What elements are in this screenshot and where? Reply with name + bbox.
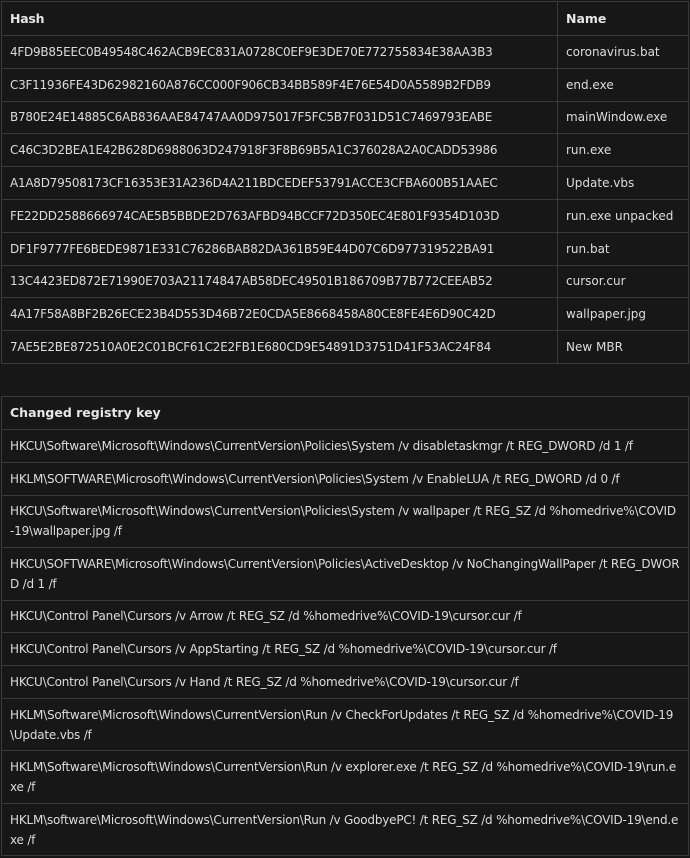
- registry-key-cell: HKLM\Software\Microsoft\Windows\CurrentVersion\Run /v CheckForUpdates /t REG_SZ /d %homedrive%\COVID-19\Update.vbs /f: [2, 698, 689, 751]
- filename-cell: wallpaper.jpg: [558, 298, 689, 331]
- hash-cell: DF1F9777FE6BEDE9871E331C76286BAB82DA361B59E44D07C6D977319522BA91: [2, 232, 558, 265]
- table-row: [2, 101, 689, 134]
- hash-table: [1, 1, 689, 364]
- registry-key-cell: HKLM\Software\Microsoft\Windows\CurrentVersion\Run /v explorer.exe /t REG_SZ /d %homedrive%\COVID-19\run.exe /f: [2, 751, 689, 804]
- hash-cell: C46C3D2BEA1E42B628D6988063D247918F3F8B69B5A1C376028A2A0CADD53986: [2, 134, 558, 167]
- hash-cell: 4FD9B85EEC0B49548C462ACB9EC831A0728C0EF9E3DE70E772755834E38AA3B3: [2, 36, 558, 69]
- registry-key-cell: HKCU\Software\Microsoft\Windows\CurrentVersion\Policies\System /v disabletaskmgr /t REG_DWORD /d 1 /f: [2, 429, 689, 462]
- filename-cell: coronavirus.bat: [558, 36, 689, 69]
- table-row: [2, 265, 689, 298]
- filename-cell: run.exe: [558, 134, 689, 167]
- hash-cell: B780E24E14885C6AB836AAE84747AA0D975017F5FC5B7F031D51C7469793EABE: [2, 101, 558, 134]
- table-row: [2, 462, 689, 495]
- registry-column-header: Changed registry key: [2, 396, 689, 429]
- name-column-header: Name: [558, 2, 689, 36]
- filename-cell: run.exe unpacked: [558, 199, 689, 232]
- table-row: [2, 495, 689, 548]
- hash-cell: 13C4423ED872E71990E703A21174847AB58DEC49501B186709B77B772CEEAB52: [2, 265, 558, 298]
- hash-table-header-row: [2, 2, 689, 36]
- filename-cell: New MBR: [558, 331, 689, 364]
- registry-key-cell: HKCU\Control Panel\Cursors /v AppStarting /t REG_SZ /d %homedrive%\COVID-19\cursor.cur /f: [2, 633, 689, 666]
- table-row: [2, 600, 689, 633]
- table-row: [2, 167, 689, 200]
- table-row: [2, 68, 689, 101]
- table-row: [2, 331, 689, 364]
- registry-key-cell: HKLM\software\Microsoft\Windows\CurrentVersion\Run /v GoodbyePC! /t REG_SZ /d %homedrive%\COVID-19\end.exe /f: [2, 803, 689, 856]
- registry-table: [1, 396, 689, 856]
- hash-cell: C3F11936FE43D62982160A876CC000F906CB34BB589F4E76E54D0A5589B2FDB9: [2, 68, 558, 101]
- table-row: [2, 633, 689, 666]
- filename-cell: end.exe: [558, 68, 689, 101]
- registry-key-cell: HKCU\SOFTWARE\Microsoft\Windows\CurrentVersion\Policies\ActiveDesktop /v NoChangingWallPaper /t REG_DWORD /d 1 /f: [2, 548, 689, 601]
- hash-cell: 7AE5E2BE872510A0E2C01BCF61C2E2FB1E680CD9E54891D3751D41F53AC24F84: [2, 331, 558, 364]
- table-row: [2, 666, 689, 699]
- filename-cell: cursor.cur: [558, 265, 689, 298]
- registry-key-cell: HKCU\Control Panel\Cursors /v Hand /t REG_SZ /d %homedrive%\COVID-19\cursor.cur /f: [2, 666, 689, 699]
- table-row: [2, 751, 689, 804]
- filename-cell: run.bat: [558, 232, 689, 265]
- registry-key-cell: HKCU\Software\Microsoft\Windows\CurrentVersion\Policies\System /v wallpaper /t REG_SZ /d %homedrive%\COVID-19\wallpaper.jpg /f: [2, 495, 689, 548]
- hash-cell: 4A17F58A8BF2B26ECE23B4D553D46B72E0CDA5E8668458A80CE8FE4E6D90C42D: [2, 298, 558, 331]
- table-row: [2, 548, 689, 601]
- table-row: [2, 36, 689, 69]
- hash-cell: FE22DD2588666974CAE5B5BBDE2D763AFBD94BCCF72D350EC4E801F9354D103D: [2, 199, 558, 232]
- table-row: [2, 199, 689, 232]
- table-row: [2, 698, 689, 751]
- filename-cell: Update.vbs: [558, 167, 689, 200]
- filename-cell: mainWindow.exe: [558, 101, 689, 134]
- registry-table-header-row: [2, 396, 689, 429]
- table-row: [2, 429, 689, 462]
- table-row: [2, 232, 689, 265]
- registry-key-cell: HKCU\Control Panel\Cursors /v Arrow /t REG_SZ /d %homedrive%\COVID-19\cursor.cur /f: [2, 600, 689, 633]
- table-row: [2, 803, 689, 856]
- hash-cell: A1A8D79508173CF16353E31A236D4A211BDCEDEF53791ACCE3CFBA600B51AAEC: [2, 167, 558, 200]
- hash-column-header: Hash: [2, 2, 558, 36]
- table-row: [2, 134, 689, 167]
- table-row: [2, 298, 689, 331]
- registry-key-cell: HKLM\SOFTWARE\Microsoft\Windows\CurrentVersion\Policies\System /v EnableLUA /t REG_DWORD /d 0 /f: [2, 462, 689, 495]
